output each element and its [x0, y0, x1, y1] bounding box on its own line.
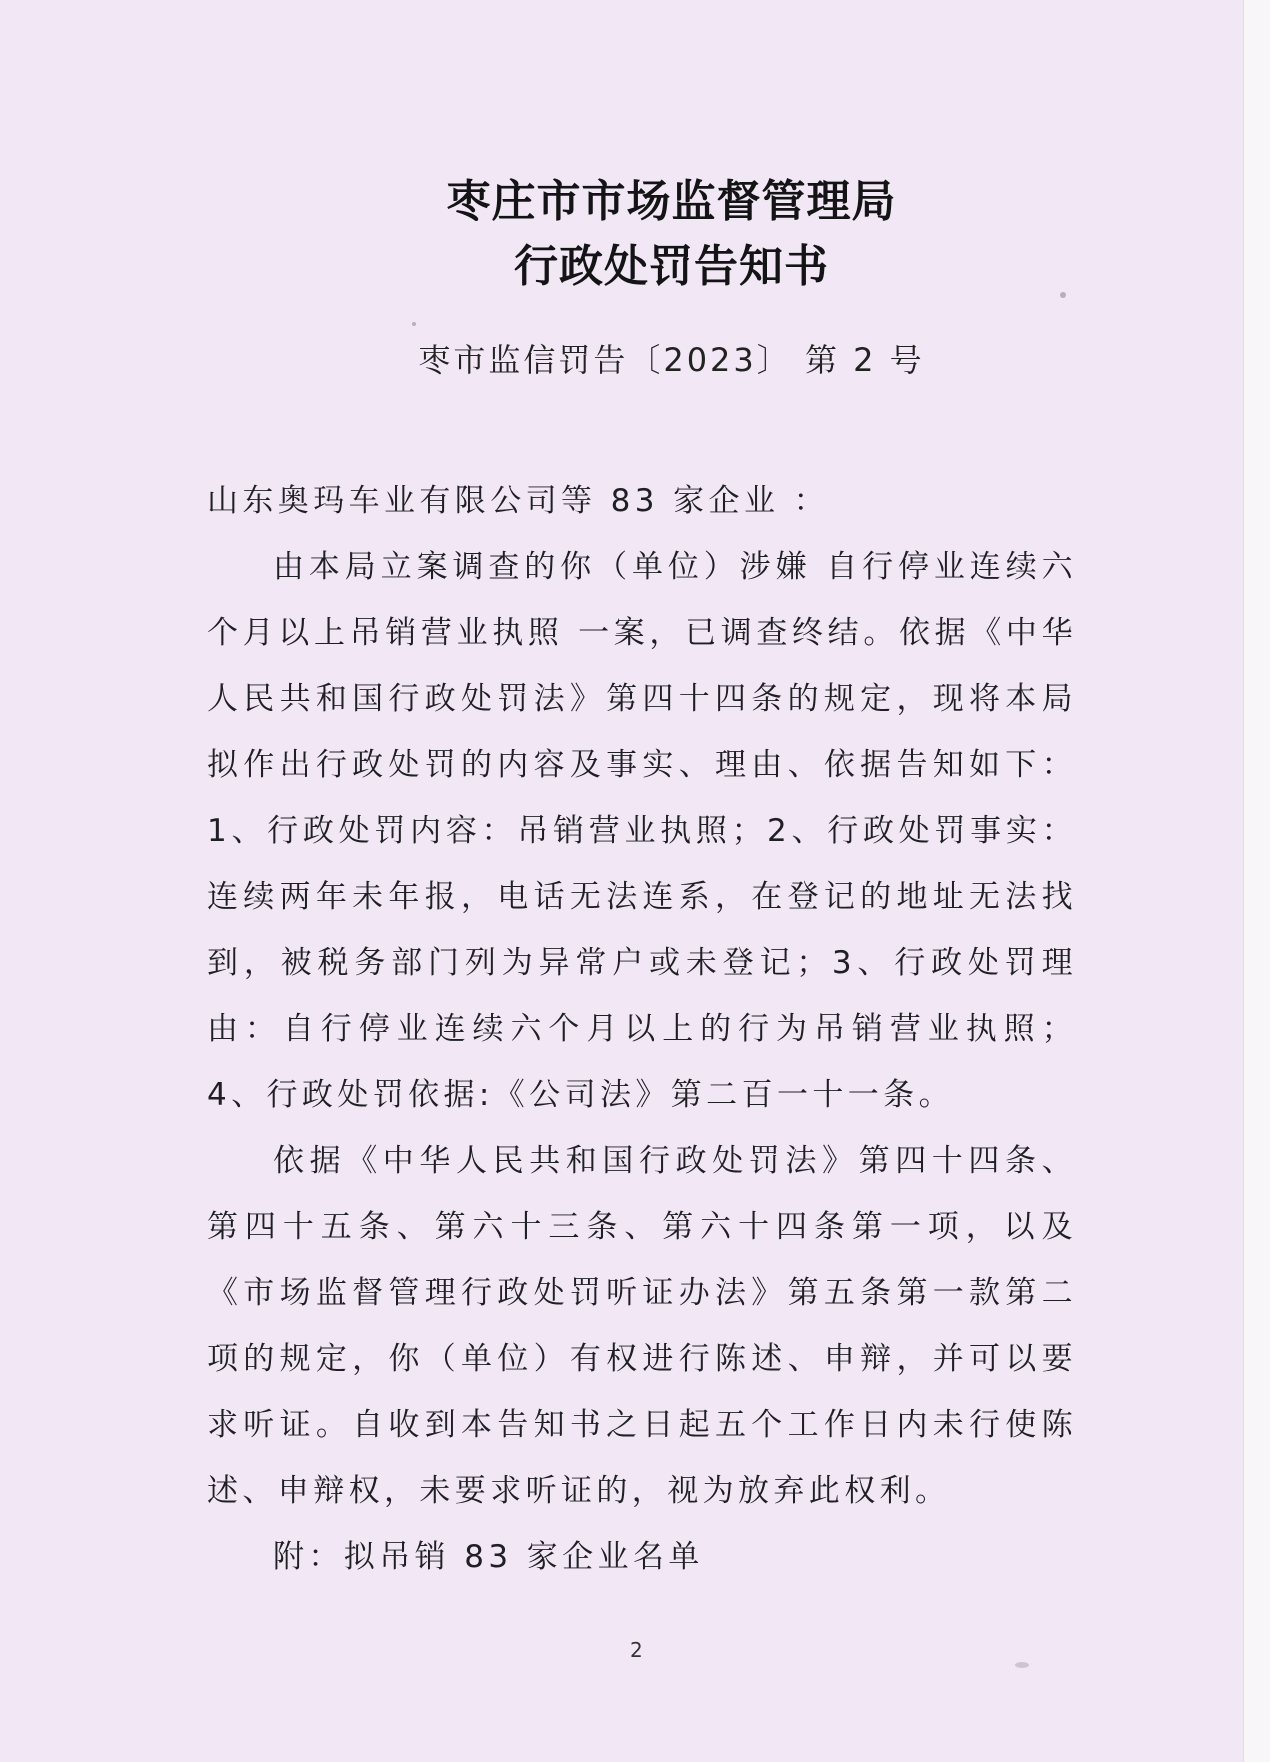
document-number: 枣市监信罚告〔2023〕 第 2 号 — [418, 341, 925, 379]
attachment-note: 附：拟吊销 83 家企业名单 — [273, 1539, 704, 1575]
document-title-agency: 枣庄市市场监督管理局 — [446, 176, 897, 227]
paragraph-rights: 依据《中华人民共和国行政处罚法》第四十四条、第四十五条、第六十三条、第六十四条第一项，以及《市场监督管理行政处罚听证办法》第五条第一款第二项的规定，你（单位）有权进行陈述、申辩，并可以要求听证。自收到本告知书之日起五个工作日内未行使陈述、申辩权，未要求听证的，视为放弃此权利。 — [207, 1143, 1077, 1509]
document-title-notice: 行政处罚告知书 — [514, 241, 829, 292]
paragraph-investigation: 由本局立案调查的你（单位）涉嫌 自行停业连续六个月以上吊销营业执照 一案，已调查终结。依据《中华人民共和国行政处罚法》第四十四条的规定，现将本局拟作出行政处罚的内容及事实、理由、依据告知如下：1、行政处罚内容：吊销营业执照；2、行政处罚事实：连续两年未年报，电话无法连系，在登记的地址无法找到，被税务部门列为异常户或未登记；3、行政处罚理由：自行停业连续六个月以上的行为吊销营业执照；4、行政处罚依据:《公司法》第二百一十一条。 — [207, 549, 1077, 1113]
scan-speck — [1015, 1662, 1029, 1668]
salutation: 山东奥玛车业有限公司等 83 家企业 ： — [207, 483, 830, 519]
page-number: 2 — [630, 1638, 643, 1662]
scan-speck — [412, 322, 416, 326]
